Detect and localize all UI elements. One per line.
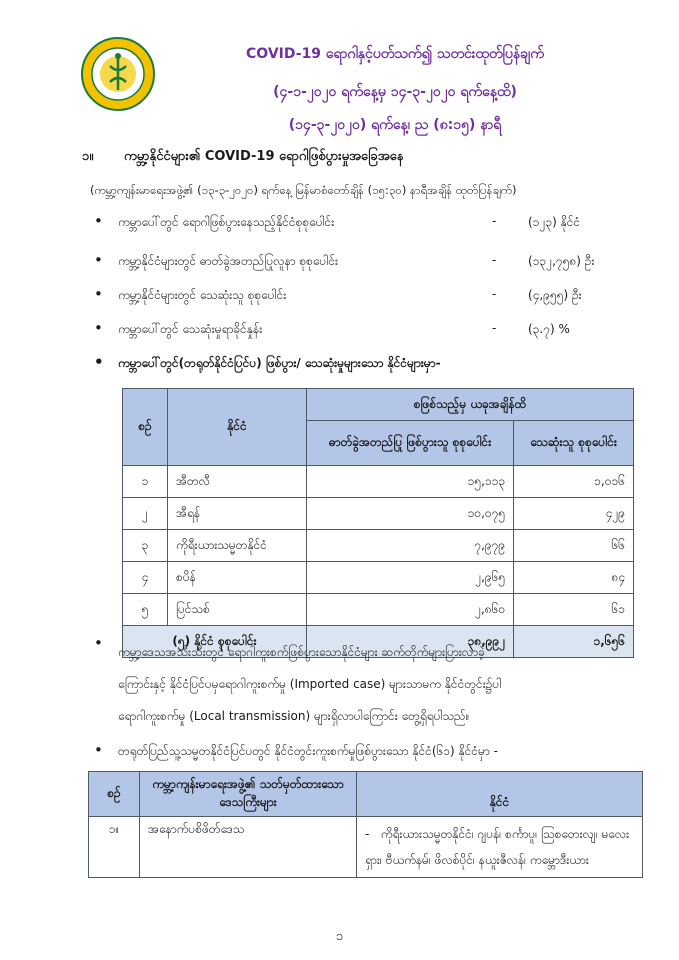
cell-country: အီရန်: [168, 498, 307, 530]
total-label: (၅) နိုင်ငံ စုစုပေါင်း: [123, 626, 307, 658]
paragraph-line-3: ရောဂါကူးစက်မှု (Local transmission) များရှိလာပါကြောင်း တွေ့ရှိရပါသည်။: [118, 709, 470, 723]
cell-no: ၁: [123, 466, 168, 498]
cell-dash: -: [365, 827, 370, 841]
cell-confirmed: ၇,၉၇၉: [307, 530, 514, 562]
cell-countries: [357, 817, 643, 878]
table-intro: • ကမ္ဘာပေါ်တွင်(တရုတ်နိုင်ငံပြင်ပ) ဖြစ်ပွား/ သေဆုံးမှုများသော နိုင်ငံများမှာ-: [118, 355, 441, 373]
bullet-value: (၄,၉၅၅) ဦး: [528, 288, 582, 302]
bullet-label: ကမ္ဘာပေါ်တွင် ရောဂါဖြစ်ပွားနေသည့်နိုင်ငံစုစုပေါင်း: [118, 215, 335, 229]
col-header-countries: နိုင်ငံ: [357, 772, 643, 817]
cell-confirmed: ၁၀,၀၇၅: [307, 498, 514, 530]
cell-confirmed: ၁၅,၁၁၃: [307, 466, 514, 498]
cell-deaths: ၁,၀၁၆: [514, 466, 634, 498]
table-row: [123, 466, 634, 498]
col-group-header: စဖြစ်သည့်မှ ယခုအချိန်ထိ: [307, 389, 634, 421]
bullet-label: ကမ္ဘာ့နိုင်ငံများတွင် ဓာတ်ခွဲအတည်ပြုလူနာ စုစုပေါင်း: [118, 254, 339, 268]
cell-no: ၃: [123, 530, 168, 562]
col-header-country: နိုင်ငံ: [168, 389, 307, 466]
ministry-of-health-logo: [80, 36, 156, 112]
section-number: ၁။: [82, 149, 94, 164]
col-header-region: ကမ္ဘာ့ကျန်းမာရေးအဖွဲ့၏ သတ်မှတ်ထားသော ဒေသကြီးများ: [140, 772, 357, 817]
title-line-3: (၁၄-၃-၂၀၂၀) ရက်နေ့၊ ည (၈:၁၅) နာရီ: [288, 117, 502, 133]
table-row: [123, 498, 634, 530]
cell-country: အီတလီ: [168, 466, 307, 498]
cell-deaths: ၄၂၉: [514, 498, 634, 530]
cell-country: ပြင်သစ်: [168, 594, 307, 626]
bullet-confirmed-cases: [118, 253, 595, 271]
bullet-label: ကမ္ဘာပေါ်တွင် သေဆုံးမှုရာခိုင်နှုန်း: [118, 322, 263, 336]
cell-deaths: ၆၁: [514, 594, 634, 626]
paragraph-line-2: ကြောင်းနှင့် နိုင်ငံပြင်ပမှရောဂါကူးစက်မှု (Imported case) များသာမက နိုင်ငံတွင်း၌ပါ: [118, 677, 502, 691]
col-header-no: စဉ်: [123, 389, 168, 466]
bullet-deaths: [118, 287, 582, 305]
cell-country: စပိန်: [168, 562, 307, 594]
title-line-1: COVID-19 ရောဂါနှင့်ပတ်သက်၍ သတင်းထုတ်ပြန်ချက်: [246, 46, 544, 62]
cell-no: ၄: [123, 562, 168, 594]
source-note: (ကမ္ဘာ့ကျန်းမာရေးအဖွဲ့၏ (၁၃-၃-၂၀၂၀) ရက်နေ့ မြန်မာစံတော်ချိန် (၁၅:၃၀) နာရီအချိန် ထုတ်ပြန်ချက်): [90, 183, 517, 197]
bullet-countries-affected: [118, 214, 581, 232]
bullet-dash: -: [492, 287, 497, 301]
bullet-dash: -: [492, 253, 497, 267]
cell-no: ၁။: [89, 817, 140, 878]
bullet-value: (၃.၇) %: [528, 322, 570, 336]
cell-country: ကိုရီးယားသမ္မတနိုင်ငံ: [168, 530, 307, 562]
top-countries-table: [122, 388, 634, 658]
cell-confirmed: ၂,၈၆၀: [307, 594, 514, 626]
bullet-dash: -: [492, 214, 497, 228]
local-transmission-table: [88, 771, 643, 878]
table-row: [123, 530, 634, 562]
total-deaths: ၁,၆၅၆: [514, 626, 634, 658]
bullet-label: ကမ္ဘာ့နိုင်ငံများတွင် သေဆုံးသူ စုစုပေါင်း: [118, 288, 287, 302]
title-line-2: (၄-၁-၂၀၂၀ ရက်နေ့မှ ၁၄-၃-၂၀၂၀ ရက်နေ့ထိ): [273, 84, 517, 100]
cell-no: ၂: [123, 498, 168, 530]
bullet-death-rate: [118, 321, 570, 339]
total-confirmed: ၃၈,၉၉၂: [307, 626, 514, 658]
col-header-no: စဉ်: [89, 772, 140, 817]
table-row: [89, 817, 643, 878]
bullet-value: (၁၃၂,၇၅၈) ဦး: [528, 254, 595, 268]
bullet-value: (၁၂၃) နိုင်ငံ: [528, 215, 581, 229]
table-row: [123, 562, 634, 594]
page-number: ၁: [335, 929, 344, 944]
section-heading: [82, 148, 403, 167]
cell-deaths: ၈၄: [514, 562, 634, 594]
table-row: [123, 594, 634, 626]
section-heading-text: ကမ္ဘာ့နိုင်ငံများ၏ COVID-19 ရောဂါဖြစ်ပွားမှုအခြေအနေ: [124, 149, 404, 164]
col-header-deaths: သေဆုံးသူ စုစုပေါင်း: [514, 421, 634, 466]
cell-no: ၅: [123, 594, 168, 626]
cell-region: အနောက်ပစိဖိတ်ဒေသ: [140, 817, 357, 878]
cell-deaths: ၆၆: [514, 530, 634, 562]
local-transmission-intro: • တရုတ်ပြည်သူ့သမ္မတနိုင်ငံပြင်ပတွင် နိုင်ငံတွင်းကူးစက်မှုဖြစ်ပွားသော နိုင်ငံ(၆၁) နိုင်ငံမှာ -: [118, 743, 498, 761]
cell-countries-text: ကိုရီးယားသမ္မတနိုင်ငံ၊ ဂျပန်၊ စင်္ကာပူ၊ သြစတေးလျ၊ မလေးရှား၊ ဗီယက်နမ်၊ ဖိလစ်ပိုင်၊ နယူးဇီလန်၊ ကမ္ဘောဒီးယား: [365, 827, 630, 867]
bullet-dash: -: [492, 321, 497, 335]
cell-confirmed: ၂,၉၆၅: [307, 562, 514, 594]
paragraph-line-1: • ကမ္ဘာ့ဒေသအသီးသီးတွင် ရောဂါကူးစက်ဖြစ်ပွားသောနိုင်ငံများ ဆက်တိုက်များပြားလာခဲ့: [118, 645, 485, 659]
col-header-confirmed: ဓာတ်ခွဲအတည်ပြု ဖြစ်ပွားသူ စုစုပေါင်း: [307, 421, 514, 466]
paragraph-spread: [118, 636, 501, 732]
